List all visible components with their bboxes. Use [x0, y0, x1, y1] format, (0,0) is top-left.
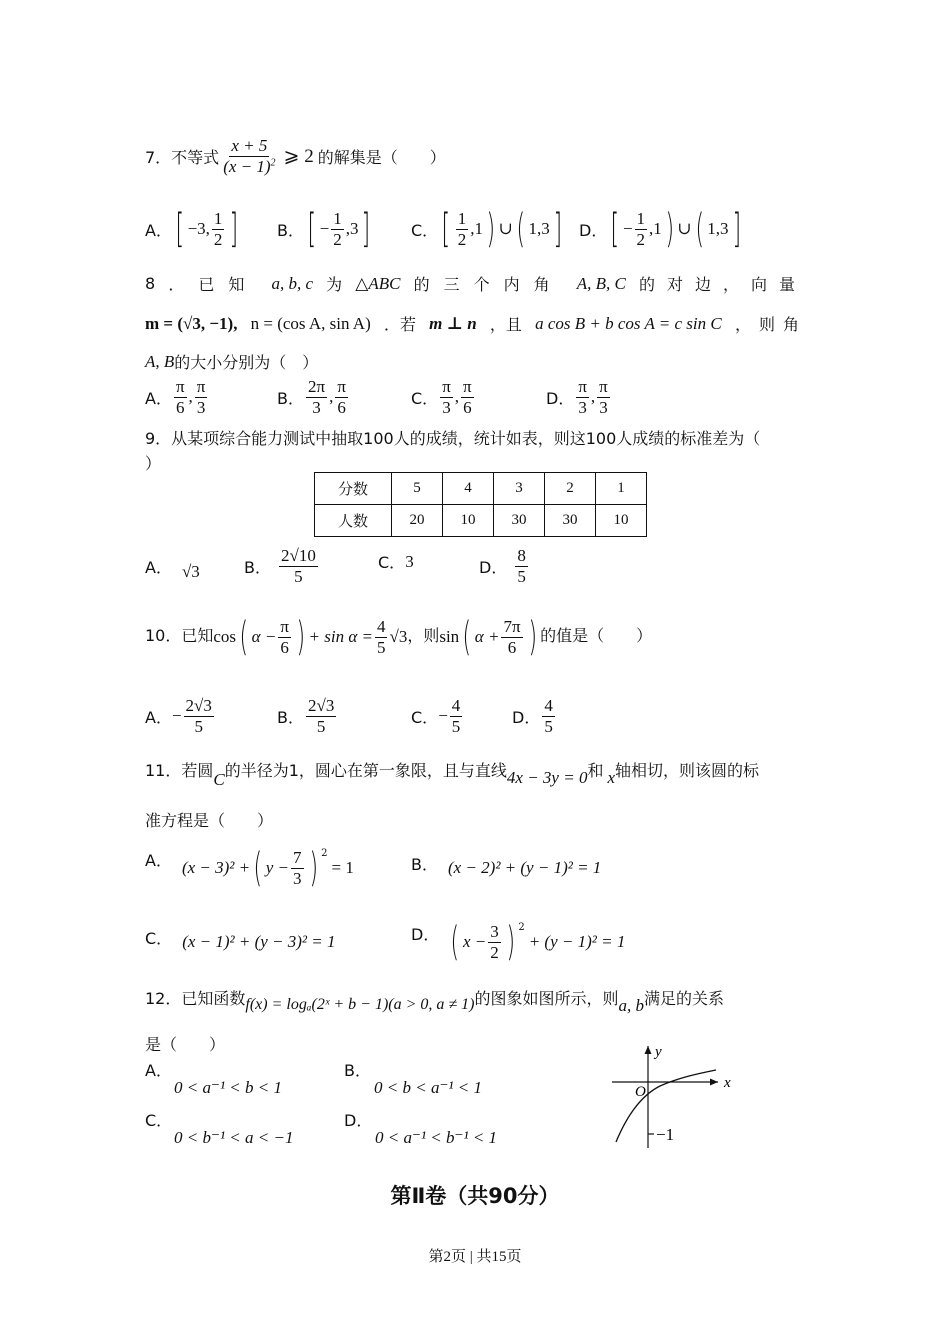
q8-option-b[interactable]: B． $\frac{2\pi}{3}$ , $\frac{\pi}{6}$: [277, 377, 346, 417]
q11-stem-a: 11．若圆: [145, 761, 214, 780]
q11-option-d-expr: ( x − $\frac{3}{2}$ ) $^2$ + (y − 1)² = 1: [450, 919, 626, 966]
q8-text-e: 的大小分别为（ ）: [174, 353, 319, 372]
q7-stem-b: 的解集是（ ）: [317, 147, 446, 167]
q9-option-b-label: B．: [244, 557, 271, 577]
q9-option-c-label: C．: [378, 553, 406, 572]
q7-option-d[interactable]: [579, 206, 744, 253]
q8-vector-m: m = (√3, −1),: [145, 313, 238, 333]
q11-line-eq: 4x − 3y = 0: [506, 768, 588, 787]
q12-function-graph: [600, 1040, 740, 1150]
q7-option-b-expr: [ − $\frac{1}{2}$ ,3 ]: [307, 206, 371, 253]
table-row: [315, 473, 647, 505]
table-cell: 5: [392, 473, 443, 505]
q8-triangle: △ABC: [355, 273, 401, 293]
q11-stem-line1: [145, 758, 807, 790]
q11-stem-d: 轴相切，则该圆的标: [615, 761, 760, 780]
q12-stem-a: 12．已知函数: [145, 989, 246, 1008]
q12-vars: a, b: [618, 996, 645, 1015]
q12-option-a-label: A．: [145, 1061, 172, 1080]
y-axis-arrow-icon: [645, 1046, 652, 1054]
q7-stem-a: 7．不等式: [145, 147, 220, 167]
q7-frac-num: x + 5: [231, 136, 268, 155]
q8-equation: a cos B + b cos A = c sin C: [535, 313, 722, 333]
q7-rel: ⩾ 2: [283, 145, 314, 167]
q11-option-a-expr: (x − 3)² + ( y − $\frac{7}{3}$ ) $^2$ = 1: [181, 845, 354, 892]
table-cell: 人数: [315, 505, 392, 537]
q9-option-c-value: 3: [405, 551, 414, 571]
q10-plus-sin: + sin α =: [308, 627, 373, 647]
q12-function: f(x) = logₐ(2ˣ + b − 1)(a > 0, a ≠ 1): [245, 996, 475, 1013]
q8-vars: a, b, c: [271, 273, 313, 293]
q10-option-a-label: A．: [145, 707, 172, 727]
q8-text-c: 的对边，向量: [638, 275, 807, 294]
q8-option-a[interactable]: A． $\frac{\pi}{6}$ , $\frac{\pi}{3}$: [145, 377, 206, 417]
table-cell: 1: [596, 473, 647, 505]
q12-option-c-label: C．: [145, 1111, 173, 1130]
q7-option-c-expr: [ $\frac{1}{2}$ ,1 ) ∪ ( 1,3 ]: [441, 206, 562, 253]
q11-stem-line2: 准方程是（ ）: [145, 811, 274, 830]
q11-option-a[interactable]: [145, 845, 354, 892]
q12-stem-c: 满足的关系: [644, 989, 725, 1008]
q8-and: ，且: [489, 315, 522, 334]
q11-option-c[interactable]: [145, 926, 336, 952]
q7-option-c[interactable]: [411, 206, 565, 253]
q12-option-a-expr: 0 < a⁻¹ < b < 1: [174, 1078, 282, 1097]
q12-option-b[interactable]: [344, 1058, 482, 1098]
q8-if: ．若: [383, 315, 416, 334]
table-cell: 10: [443, 505, 494, 537]
q8-option-b-label: B．: [277, 388, 304, 408]
q8-option-c[interactable]: C． $\frac{\pi}{3}$ , $\frac{\pi}{6}$: [411, 377, 472, 417]
q8-perp: m ⊥ n: [429, 313, 477, 333]
q8-text-d: ，则角: [734, 315, 807, 334]
q11-option-c-label: C．: [145, 929, 173, 948]
q8-option-a-label: A．: [145, 388, 172, 408]
q8-option-c-label: C．: [411, 388, 439, 408]
q9-option-c[interactable]: [378, 550, 414, 573]
q10-stem-a: 10．已知: [145, 626, 214, 645]
q7-option-c-label: C．: [411, 220, 439, 240]
q7-option-a-expr: [ −3, $\frac{1}{2}$ ]: [175, 206, 239, 253]
q10-alpha-minus: α −: [251, 627, 277, 647]
origin-label: O: [635, 1084, 646, 1100]
q8-text-b: 的三个内角: [413, 275, 564, 294]
page-footer: 第2页 | 共15页: [428, 1249, 522, 1265]
q9-score-table: [314, 472, 647, 537]
tick-label: −1: [656, 1125, 675, 1144]
q11-option-b-expr: (x − 2)² + (y − 1)² = 1: [447, 858, 602, 877]
q10-option-d[interactable]: D． $\frac{4}{5}$: [512, 696, 553, 736]
q7-option-d-label: D．: [579, 220, 608, 240]
section-title: 第Ⅱ卷（共90分）: [390, 1184, 560, 1208]
q7-stem: [145, 136, 446, 176]
q8-line2: [145, 312, 807, 335]
table-cell: 10: [596, 505, 647, 537]
q9-stem-1: 9．从某项综合能力测试中抽取100人的成绩，统计如表，则这100人成绩的标准差为（: [145, 429, 761, 448]
q11-x: x: [607, 768, 616, 787]
q10-option-b-label: B．: [277, 707, 304, 727]
q12-option-c[interactable]: [145, 1108, 293, 1148]
q12-option-d-expr: 0 < a⁻¹ < b⁻¹ < 1: [375, 1128, 498, 1147]
q10-option-d-label: D．: [512, 707, 541, 727]
q9-option-b[interactable]: B． $\frac{2√10}{5}$: [244, 546, 316, 586]
q7-frac-den: $(x - 1)^2$: [223, 156, 276, 176]
q10-sin: sin: [439, 627, 460, 647]
q11-option-d-label: D．: [411, 925, 440, 944]
q11-stem-b: 的半径为1，圆心在第一象限，且与直线: [224, 761, 507, 780]
q8-number: 8: [145, 274, 156, 293]
q8-angle-vars: A, B: [145, 351, 175, 371]
table-cell: 分数: [315, 473, 392, 505]
q9-option-d-label: D．: [479, 557, 508, 577]
q8-angles: A, B, C: [576, 273, 626, 293]
q10-sqrt3: √3: [389, 627, 408, 647]
q7-option-a[interactable]: [145, 206, 242, 253]
q10-cos: cos: [213, 627, 237, 647]
q12-option-b-label: B．: [344, 1061, 371, 1080]
q8-option-d-label: D．: [546, 388, 575, 408]
q11-option-b[interactable]: [411, 852, 601, 878]
q8-is: 为: [326, 275, 343, 294]
q9-option-a-value: √3: [181, 562, 200, 581]
q10-alpha-plus: α +: [474, 627, 500, 647]
table-cell: 30: [545, 505, 596, 537]
x-axis-arrow-icon: [710, 1079, 718, 1086]
table-cell: 30: [494, 505, 545, 537]
q7-option-b-label: B．: [277, 220, 304, 240]
q10-option-c-label: C．: [411, 707, 439, 727]
q7-fraction: [221, 136, 277, 176]
q12-stem-line1: [145, 986, 807, 1016]
x-axis-label: x: [724, 1075, 731, 1091]
q9-stem-2: ）: [145, 454, 162, 473]
q12-stem-line2: 是（ ）: [145, 1035, 226, 1054]
q10-stem-c: 的值是（ ）: [540, 626, 653, 645]
q10-stem-b: ，则: [407, 626, 440, 645]
q11-option-c-expr: (x − 1)² + (y − 3)² = 1: [182, 932, 336, 951]
q10-option-c[interactable]: C． − $\frac{4}{5}$: [411, 696, 461, 736]
q12-option-c-expr: 0 < b⁻¹ < a < −1: [174, 1128, 294, 1147]
q8-line3: [145, 350, 318, 373]
q10-stem: 10．已知 cos ( α − $\frac{\pi}{6}$ ) + sin α = $\frac{4}{5}$ √3 ，则 sin ( α + $\frac{7\pi}{6}$ ) 的值是（ ）: [145, 614, 653, 661]
q12-option-b-expr: 0 < b < a⁻¹ < 1: [374, 1078, 482, 1097]
q9-option-a-label: A．: [145, 557, 172, 577]
y-axis-label: y: [655, 1044, 662, 1060]
table-cell: 2: [545, 473, 596, 505]
q11-circle-c: C: [213, 770, 225, 789]
q10-option-a[interactable]: A． − $\frac{2√3}{5}$: [145, 696, 212, 736]
table-row: [315, 505, 647, 537]
q8-vector-n: n = (cos A, sin A): [250, 313, 371, 333]
table-cell: 3: [494, 473, 545, 505]
q12-option-d[interactable]: [344, 1108, 497, 1148]
q7-option-a-label: A．: [145, 220, 172, 240]
table-cell: 4: [443, 473, 494, 505]
q12-option-a[interactable]: [145, 1058, 282, 1098]
q10-option-b[interactable]: B． $\frac{2√3}{5}$: [277, 696, 335, 736]
q7-option-d-expr: [ − $\frac{1}{2}$ ,1 ) ∪ ( 1,3 ]: [610, 206, 741, 253]
q8-line1: [145, 272, 807, 295]
table-cell: 20: [392, 505, 443, 537]
q9-option-d[interactable]: D． $\frac{8}{5}$: [479, 546, 526, 586]
q11-option-b-label: B．: [411, 855, 438, 874]
q7-option-b[interactable]: [277, 206, 374, 253]
q8-option-d[interactable]: D． $\frac{\pi}{3}$ , $\frac{\pi}{3}$: [546, 377, 608, 417]
q11-stem-c: 和: [587, 761, 604, 780]
q12-option-d-label: D．: [344, 1111, 373, 1130]
q8-text-a: ．已知: [168, 275, 259, 294]
q9-option-a[interactable]: [145, 550, 200, 582]
q12-stem-b: 的图象如图所示，则: [474, 989, 619, 1008]
q11-option-a-label: A．: [145, 851, 172, 870]
q11-option-d[interactable]: [411, 919, 626, 966]
